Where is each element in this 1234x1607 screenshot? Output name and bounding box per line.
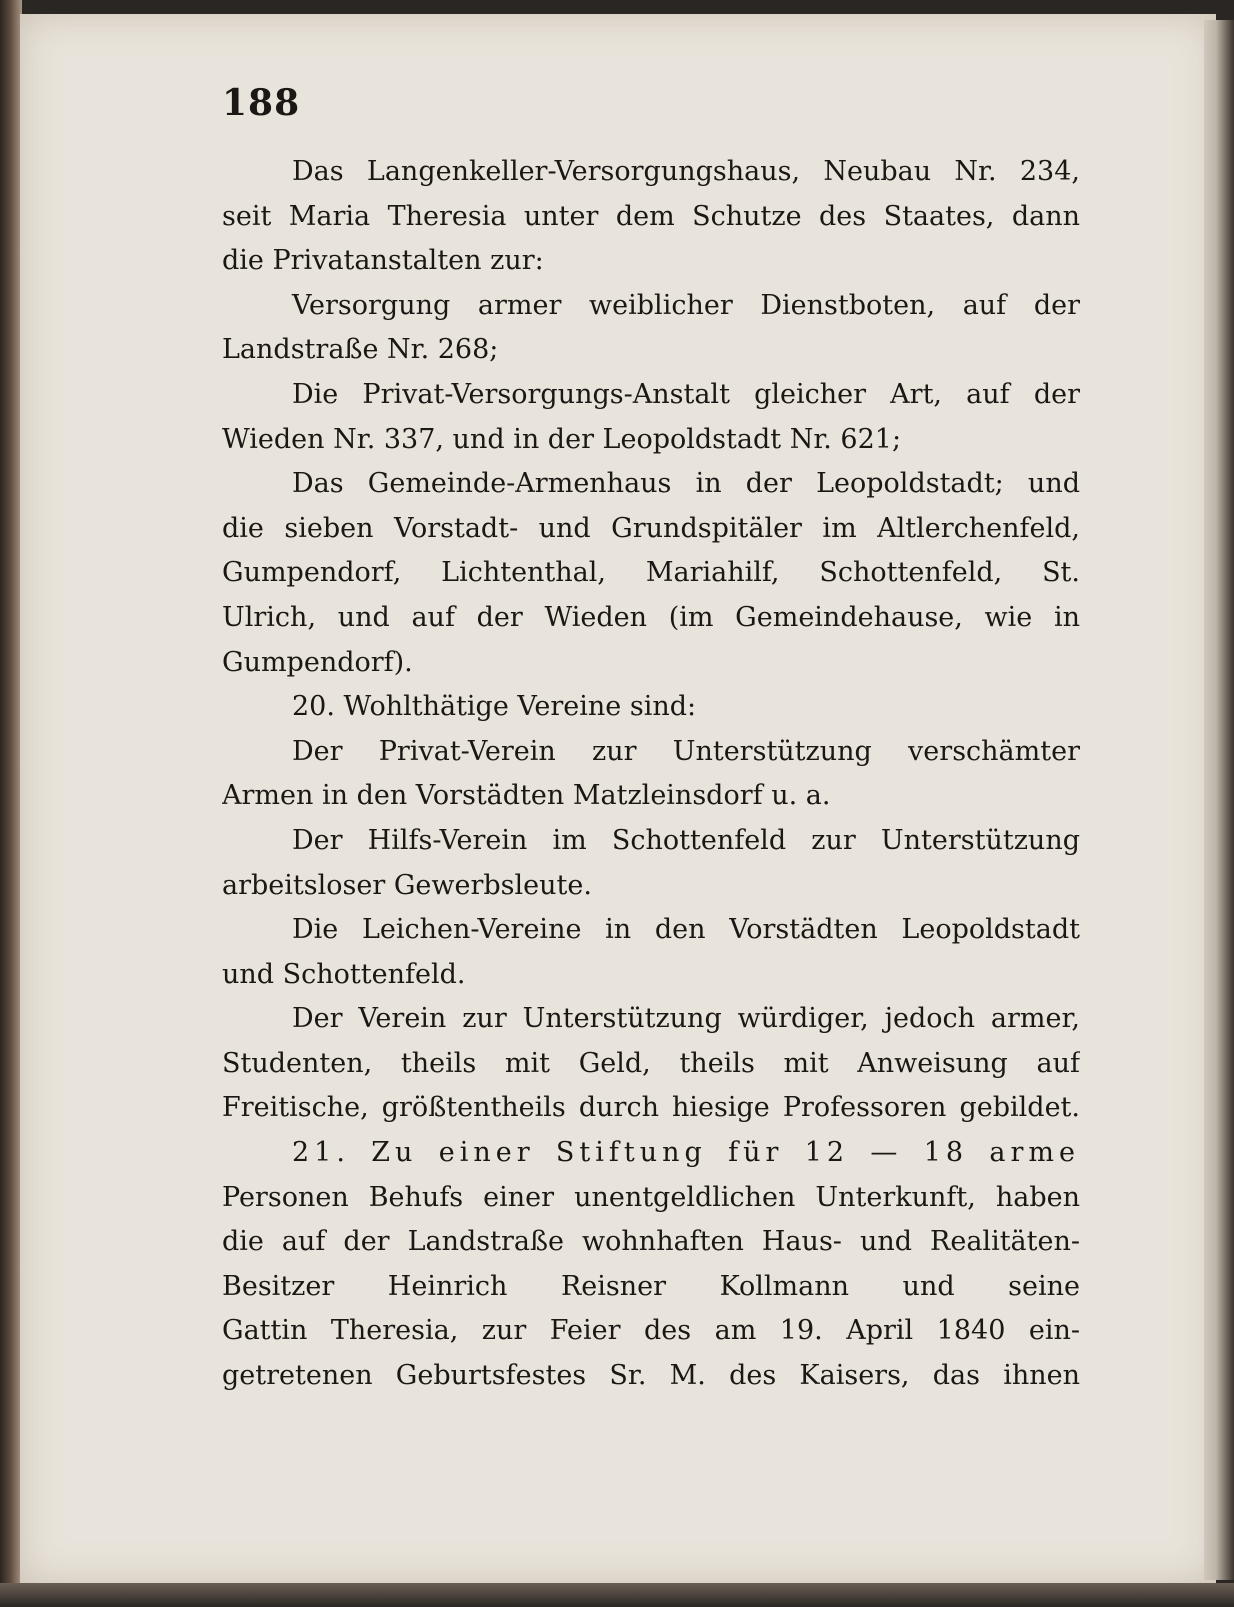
text-line: Die Privat-Versorgungs-Anstalt gleicher Art, auf der <box>292 378 1080 410</box>
text-line: Personen Behufs einer unentgeldlichen Unterkunft, haben <box>222 1181 1080 1213</box>
right-page-edge <box>1204 20 1234 1580</box>
page-number: 188 <box>222 82 301 124</box>
text-line: Der Verein zur Unterstützung würdiger, jedoch armer, <box>292 1003 1080 1035</box>
text-line: Armen in den Vorstädten Matzleinsdorf u. a. <box>222 780 831 812</box>
text-line: Gumpendorf, Lichtenthal, Mariahilf, Schottenfeld, St. <box>222 557 1080 589</box>
text-line: arbeitsloser Gewerbsleute. <box>222 869 592 901</box>
text-line: Das Gemeinde-Armenhaus in der Leopoldstadt; und <box>292 468 1080 500</box>
text-line: die auf der Landstraße wohnhaften Haus- und Realitäten- <box>222 1226 1080 1258</box>
text-line: die Privatanstalten zur: <box>222 245 544 277</box>
text-line: und Schottenfeld. <box>222 958 466 990</box>
text-line: Besitzer Heinrich Reisner Kollmann und seine <box>222 1270 1080 1302</box>
text-line: getretenen Geburtsfestes Sr. M. des Kaisers, das ihnen <box>222 1360 1080 1392</box>
text-line: Wieden Nr. 337, und in der Leopoldstadt Nr. 621; <box>222 423 902 455</box>
text-line: Das Langenkeller-Versorgungshaus, Neubau Nr. 234, <box>292 156 1080 187</box>
text-line: Versorgung armer weiblicher Dienstboten, auf der <box>292 289 1080 321</box>
section-heading-21: 21. Zu einer Stiftung für 12 — 18 arme <box>292 1137 1080 1169</box>
bottom-edge <box>0 1583 1234 1607</box>
text-line: Der Privat-Verein zur Unterstützung verschämter <box>292 735 1080 767</box>
text-line: Die Leichen-Vereine in den Vorstädten Leopoldstadt <box>292 914 1080 946</box>
text-line: Landstraße Nr. 268; <box>222 334 499 366</box>
text-line: seit Maria Theresia unter dem Schutze des Staates, dann <box>222 200 1080 232</box>
text-line: Freitische, größtentheils durch hiesige Professoren gebildet. <box>222 1092 1080 1124</box>
text-line: Studenten, theils mit Geld, theils mit Anweisung auf <box>222 1047 1080 1079</box>
text-line: Gumpendorf). <box>222 646 413 678</box>
body-text <box>222 150 1080 1399</box>
text-line: Ulrich, und auf der Wieden (im Gemeindehause, wie in <box>222 601 1080 633</box>
text-line: die sieben Vorstadt- und Grundspitäler im Altlerchenfeld, <box>222 512 1080 544</box>
text-line: Der Hilfs-Verein im Schottenfeld zur Unterstützung <box>292 824 1080 856</box>
previous-page-edge <box>0 0 22 1607</box>
section-heading-20: 20. Wohlthätige Vereine sind: <box>292 691 697 723</box>
text-line: Gattin Theresia, zur Feier des am 19. April 1840 ein- <box>222 1315 1080 1347</box>
